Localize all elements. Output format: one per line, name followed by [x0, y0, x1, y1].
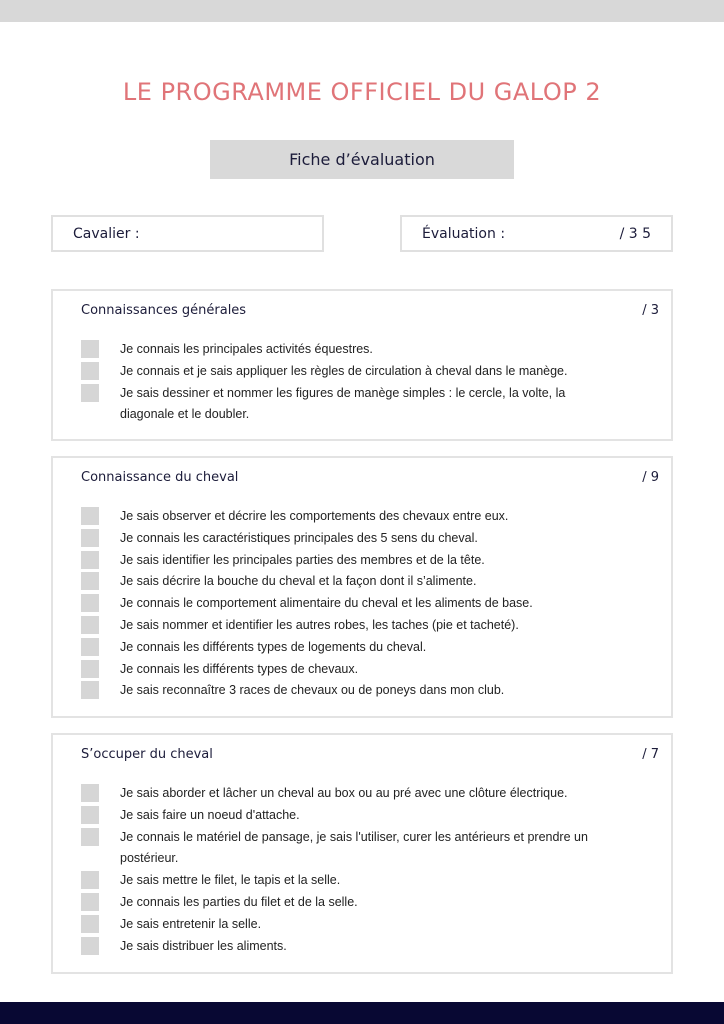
- checkbox[interactable]: [81, 594, 99, 612]
- checklist: [81, 783, 659, 957]
- item-text: Je sais identifier les principales parties des membres et de la tête.: [120, 552, 485, 567]
- checklist-item: [81, 550, 659, 572]
- item-text: Je sais nommer et identifier les autres robes, les taches (pie et tacheté).: [120, 617, 519, 632]
- section-horse-knowledge: [51, 456, 673, 718]
- checklist: [81, 339, 659, 426]
- checklist-item: [81, 593, 659, 615]
- checklist-item: [81, 339, 659, 361]
- checklist-item: [81, 827, 659, 871]
- subtitle-text: Fiche d’évaluation: [289, 150, 435, 169]
- checklist-item: [81, 783, 659, 805]
- checklist-item: [81, 506, 659, 528]
- checklist-item: [81, 383, 659, 427]
- checkbox[interactable]: [81, 893, 99, 911]
- checklist: [81, 506, 659, 702]
- evaluation-field[interactable]: [400, 215, 673, 252]
- item-text: Je connais et je sais appliquer les règles de circulation à cheval dans le manège.: [120, 363, 568, 378]
- checkbox[interactable]: [81, 638, 99, 656]
- item-text: Je sais dessiner et nommer les figures de manège simples : le cercle, la volte, la diagonale et le doubler.: [120, 385, 566, 422]
- checkbox[interactable]: [81, 937, 99, 955]
- checkbox[interactable]: [81, 828, 99, 846]
- page-title: LE PROGRAMME OFFICIEL DU GALOP 2: [122, 78, 602, 106]
- rider-field[interactable]: [51, 215, 324, 252]
- section-score: / 7: [642, 747, 659, 762]
- evaluation-label: Évaluation :: [422, 225, 506, 242]
- item-text: Je sais aborder et lâcher un cheval au box ou au pré avec une clôture électrique.: [120, 786, 568, 800]
- item-text: Je connais le matériel de pansage, je sais l'utiliser, curer les antérieurs et prendre un postérieur.: [120, 829, 588, 866]
- checklist-item: [81, 637, 659, 659]
- section-title: S’occuper du cheval: [81, 747, 213, 762]
- checkbox[interactable]: [81, 340, 99, 358]
- checklist-item: [81, 936, 659, 958]
- checklist-item: [81, 615, 659, 637]
- section-score: / 9: [642, 470, 659, 485]
- checklist-item: [81, 914, 659, 936]
- checkbox[interactable]: [81, 551, 99, 569]
- item-text: Je connais les parties du filet et de la selle.: [120, 894, 358, 909]
- checkbox[interactable]: [81, 784, 99, 802]
- item-text: Je sais décrire la bouche du cheval et la façon dont il s’alimente.: [120, 574, 477, 589]
- item-text: Je connais les différents types de chevaux.: [120, 661, 359, 676]
- checklist-item: [81, 659, 659, 681]
- item-text: Je sais entretenir la selle.: [120, 916, 262, 931]
- checkbox[interactable]: [81, 915, 99, 933]
- checkbox[interactable]: [81, 384, 99, 402]
- section-score: / 3: [642, 303, 659, 318]
- checklist-item: [81, 528, 659, 550]
- checklist-item: [81, 870, 659, 892]
- checklist-item: [81, 680, 659, 702]
- checklist-item: [81, 571, 659, 593]
- checklist-item: [81, 805, 659, 827]
- footer-bar: [0, 1002, 724, 1024]
- item-text: Je connais les différents types de logements du cheval.: [120, 639, 427, 654]
- item-text: Je sais faire un noeud d'attache.: [120, 807, 300, 822]
- checkbox[interactable]: [81, 806, 99, 824]
- checklist-item: [81, 892, 659, 914]
- subtitle-banner: [210, 140, 514, 179]
- checkbox[interactable]: [81, 871, 99, 889]
- section-general-knowledge: [51, 289, 673, 441]
- top-bar: [0, 0, 724, 22]
- checkbox[interactable]: [81, 529, 99, 547]
- checkbox[interactable]: [81, 507, 99, 525]
- item-text: Je connais les principales activités équestres.: [120, 342, 373, 356]
- item-text: Je sais observer et décrire les comportements des chevaux entre eux.: [120, 509, 509, 523]
- rider-label: Cavalier :: [73, 225, 140, 242]
- section-title: Connaissance du cheval: [81, 470, 239, 485]
- item-text: Je connais les caractéristiques principales des 5 sens du cheval.: [120, 530, 478, 545]
- section-horse-care: [51, 733, 673, 974]
- checkbox[interactable]: [81, 660, 99, 678]
- checkbox[interactable]: [81, 616, 99, 634]
- item-text: Je connais le comportement alimentaire du cheval et les aliments de base.: [120, 596, 533, 611]
- section-title: Connaissances générales: [81, 303, 247, 318]
- item-text: Je sais distribuer les aliments.: [120, 938, 287, 953]
- checkbox[interactable]: [81, 681, 99, 699]
- checklist-item: [81, 361, 659, 383]
- item-text: Je sais reconnaître 3 races de chevaux ou de poneys dans mon club.: [120, 683, 505, 698]
- item-text: Je sais mettre le filet, le tapis et la selle.: [120, 873, 341, 888]
- evaluation-total: / 3 5: [619, 225, 651, 242]
- checkbox[interactable]: [81, 572, 99, 590]
- checkbox[interactable]: [81, 362, 99, 380]
